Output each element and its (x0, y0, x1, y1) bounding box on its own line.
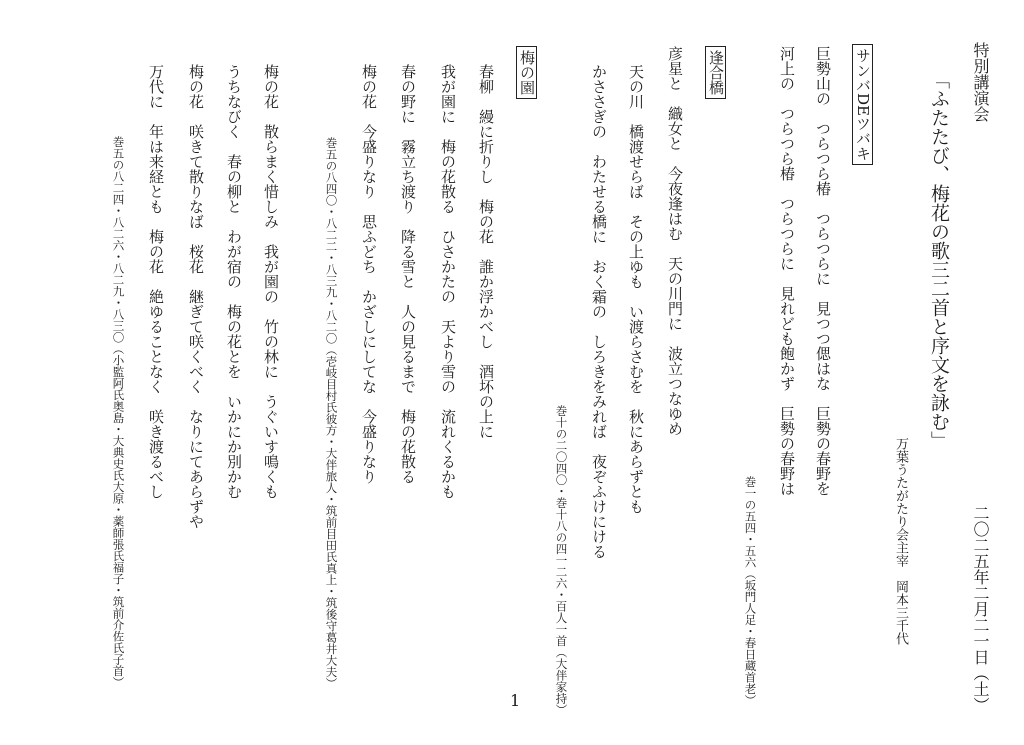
section-heading-bridge: 逢合橋 (705, 46, 726, 99)
poem-line: 万代に 年は来経とも 梅の花 絶ゆることなく 咲き渡るべし (147, 64, 165, 499)
poem-line: 春柳 縵に折りし 梅の花 誰か浮かべし 酒坏の上に (477, 64, 495, 439)
poem-line: かささぎの わたせる橋に おく霜の しろきをみれば 夜ぞふけにける (590, 64, 608, 559)
poem-source: 巻五の八四〇・八二二・八三九・八二〇（壱岐目村氏彼方・大伴旅人・筑前目田氏真上・筑後守葛井大夫） (324, 137, 339, 689)
poem-line: 彦星と 織女と 今夜逢はむ 天の川門に 波立つなゆめ (666, 46, 684, 436)
poem-line: うちなびく 春の柳と わが宿の 梅の花とを いかにか別かむ (225, 64, 243, 499)
poem-line: 春の野に 霧立ち渡り 降る雪と 人の見るまで 梅の花散る (399, 64, 417, 484)
poem-line: 我が園に 梅の花散る ひさかたの 天より雪の 流れくるかも (439, 64, 457, 499)
section-heading-plum: 梅の園 (516, 46, 537, 99)
poem-line: 梅の花 咲きて散りなば 桜花 継ぎて咲くべく なりにてあらずや (187, 64, 205, 529)
poem-line: 巨勢山の つらつら椿 つらつらに 見つつ偲はな 巨勢の春野を (814, 46, 832, 496)
poem-line: 河上の つらつら椿 つらつらに 見れども飽かず 巨勢の春野は (778, 46, 796, 496)
poem-line: 梅の花 散らまく惜しみ 我が園の 竹の林に うぐいす鳴くも (262, 64, 280, 499)
page-title: 「ふたたび、梅花の歌三二首と序文を詠む」 (928, 70, 950, 450)
poem-line: 天の川 橋渡せらば その上ゆも い渡らさむを 秋にあらずとも (627, 64, 645, 514)
poem-source: 巻五の八二四・八二六・八二九・八三〇（小監阿氏奥島・大典史氏大原・薬師張氏福子・筑前介佐氏子首） (111, 136, 126, 688)
poem-line: 梅の花 今盛りなり 思ふどち かざしにしてな 今盛りなり (360, 64, 378, 484)
event-label: 特別講演会 (971, 42, 990, 122)
section-heading-samba: サンバDEツバキ (852, 44, 873, 165)
poem-source: 巻一の五四・五六（坂門人足・春日蔵首老） (743, 476, 758, 706)
page-number: 1 (510, 691, 521, 710)
author-line: 万葉うたがたり会主宰 岡本三千代 (893, 437, 908, 645)
poem-source: 巻十の二〇四〇・巻十八の四一二六・百人一首（大伴家持） (554, 405, 569, 716)
date-line: 二〇二五年二月二一日（土） (971, 505, 990, 713)
